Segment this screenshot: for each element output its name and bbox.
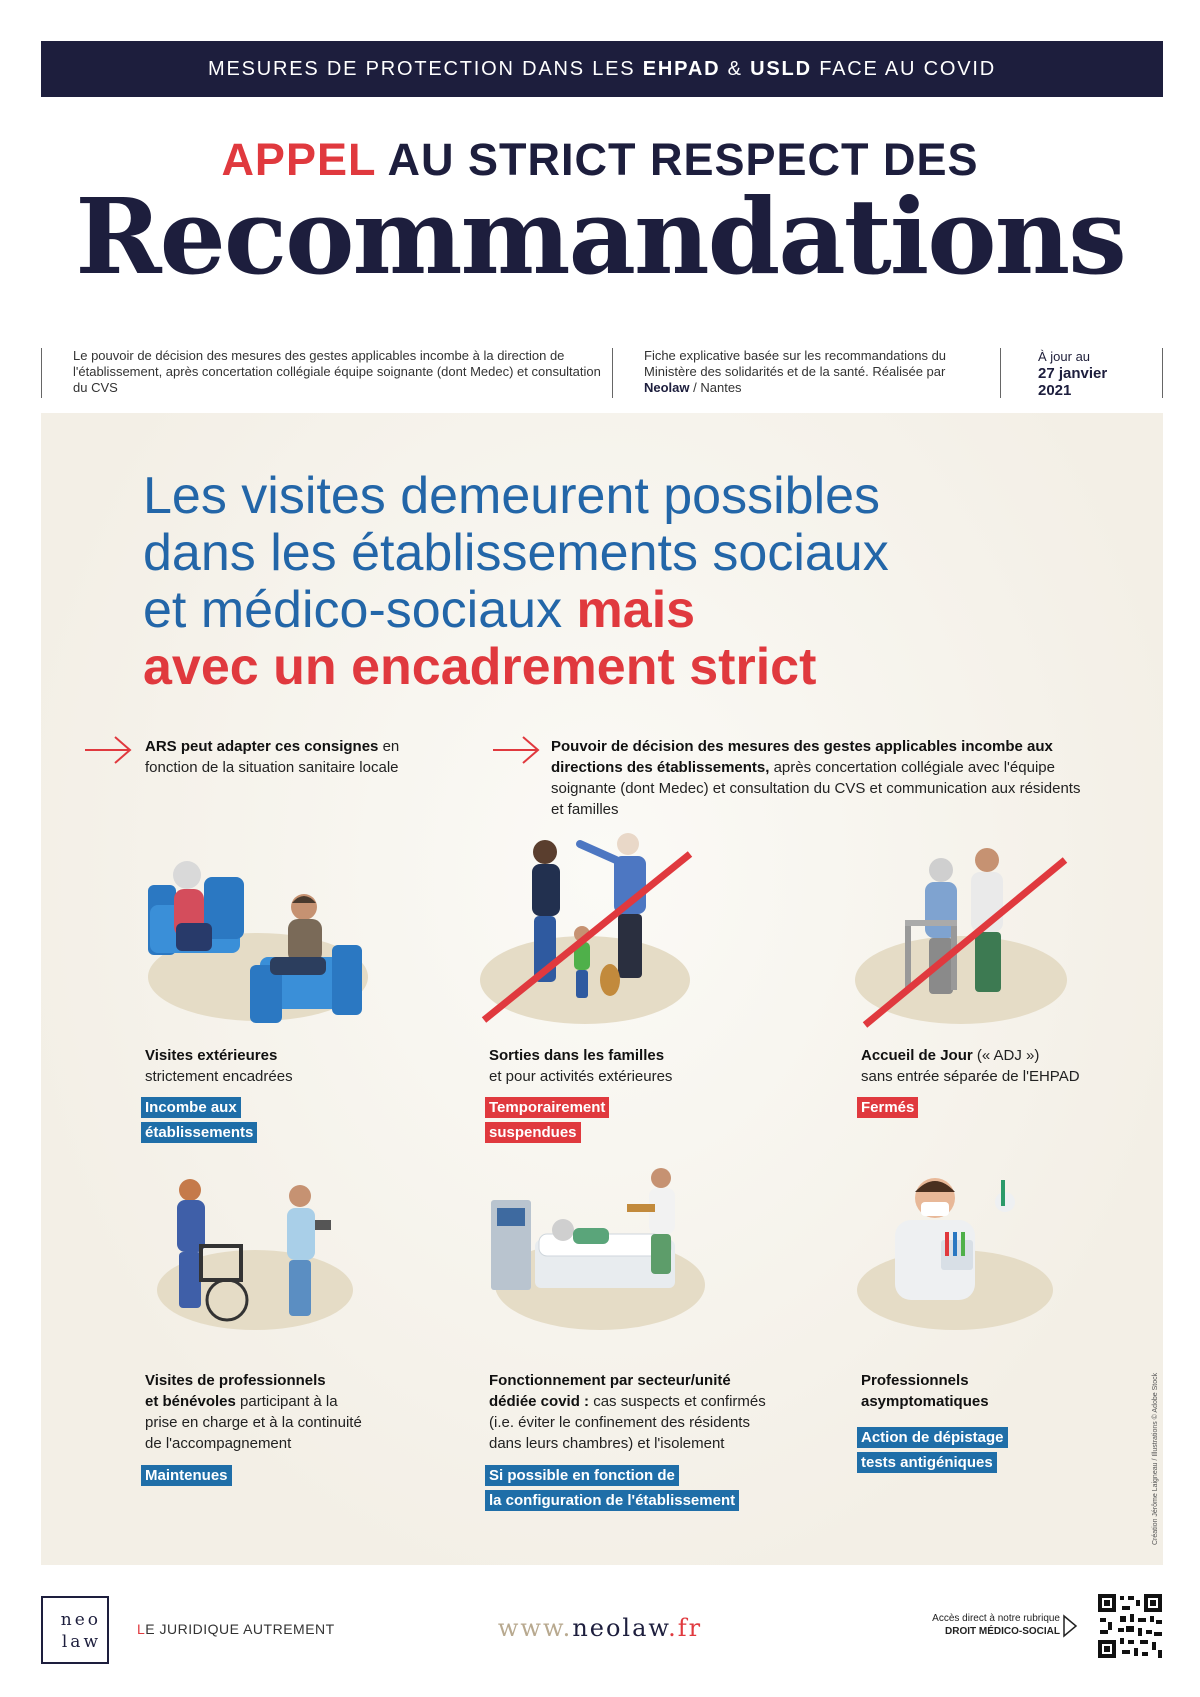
status-badge-si-possible: [485, 1465, 739, 1515]
logo-line-2: law: [61, 1632, 101, 1652]
badge-2-line-1: Temporairement: [485, 1097, 609, 1118]
caption-sorties: [489, 1045, 789, 1087]
day-care-illustration: [855, 840, 1080, 1035]
badge-2-line-2: suspendues: [485, 1122, 581, 1143]
badge-6-line-1: Action de dépistage: [857, 1427, 1008, 1448]
slogan-l: L: [137, 1621, 146, 1637]
info-made-by: Réalisée par: [872, 364, 946, 379]
date-label: À jour au: [1038, 349, 1091, 364]
banner-text-b: FACE AU COVID: [819, 57, 996, 80]
qr-code-icon[interactable]: [1096, 1592, 1164, 1660]
caption-6-bold-2: asymptomatiques: [861, 1393, 989, 1410]
info-source-text: Fiche explicative basée sur les recommandations du Ministère des solidarités et de la santé.: [644, 348, 947, 379]
caption-5-text-3: dans leurs chambres) et l'isolement: [489, 1435, 725, 1452]
banner-usld: USLD: [750, 57, 812, 80]
family-outing-illustration: [480, 830, 700, 1035]
caption-5-bold-2: dédiée covid :: [489, 1393, 590, 1410]
title-red-word: APPEL: [221, 134, 376, 185]
banner-text-a: MESURES DE PROTECTION DANS LES: [208, 57, 636, 80]
acces-rubrique: [870, 1612, 1060, 1638]
caption-5-text-1: cas suspects et confirmés: [593, 1393, 766, 1410]
arrow-right-icon: [491, 735, 541, 765]
play-arrow-icon: [1062, 1614, 1078, 1638]
slogan-e: E: [145, 1621, 156, 1637]
date-value: 27 janvier: [1038, 365, 1108, 382]
caption-3-adj: (« ADJ »): [976, 1047, 1040, 1064]
caption-4-text-3: de l'accompagnement: [145, 1435, 292, 1452]
bullet-decision: [551, 736, 1091, 820]
caption-secteur-covid: [489, 1370, 819, 1454]
caption-3-bold: Accueil de Jour: [861, 1047, 973, 1064]
badge-3-line-1: Fermés: [857, 1097, 918, 1118]
antigen-testing-illustration: [855, 1170, 1065, 1340]
date-year: 2021: [1038, 382, 1072, 399]
logo-line-1: neo: [60, 1610, 101, 1630]
banner-ehpad: EHPAD: [642, 57, 721, 80]
hospital-bed-illustration: [485, 1160, 715, 1340]
status-badge-incombe: [141, 1097, 257, 1147]
caption-accueil-jour: [861, 1045, 1161, 1087]
caption-4-text-2: prise en charge et à la continuité: [145, 1414, 362, 1431]
info-org: Neolaw: [644, 380, 690, 395]
bullet-ars: [145, 736, 435, 778]
caption-professionnels-asymptomatiques: [861, 1370, 1141, 1412]
caption-2-bold: Sorties dans les familles: [489, 1047, 665, 1064]
arrow-right-icon: [83, 735, 133, 765]
site-name: neolaw: [572, 1614, 669, 1642]
status-badge-maintenues: [141, 1465, 232, 1490]
info-city: / Nantes: [693, 380, 742, 395]
headline-line-2: dans les établissements sociaux: [143, 524, 889, 582]
headline-mais: mais: [576, 581, 696, 639]
bullet-decision-text: après concertation collégiale avec l'équipe soignante (dont Medec) et consultation du CVS et communication aux résidents et familles: [551, 759, 1081, 818]
headline-line-1: Les visites demeurent possibles: [143, 467, 881, 525]
info-col-decision: [41, 348, 601, 396]
banner-amp: &: [727, 57, 743, 80]
acces-line-2: DROIT MÉDICO-SOCIAL: [945, 1626, 1060, 1637]
caption-4-bold-2: et bénévoles: [145, 1393, 236, 1410]
bullet-ars-bold: ARS peut adapter ces consignes: [145, 738, 379, 755]
badge-5-line-1: Si possible en fonction de: [485, 1465, 679, 1486]
site-tld: .fr: [668, 1614, 703, 1642]
title-rest: AU STRICT RESPECT DES: [387, 134, 979, 185]
acces-line-1: Accès direct à notre rubrique: [932, 1613, 1060, 1624]
top-banner: [41, 41, 1163, 97]
caption-4-bold-1: Visites de professionnels: [145, 1372, 326, 1389]
caption-5-text-2: (i.e. éviter le confinement des résidents: [489, 1414, 750, 1431]
caption-visites-exterieures: [145, 1045, 425, 1087]
status-badge-depistage: [857, 1427, 1008, 1477]
slogan-rest: JURIDIQUE AUTREMENT: [159, 1621, 335, 1637]
bullet-decision-bold: Pouvoir de décision des mesures des gestes applicables incombe aux directions des établissements,: [551, 738, 1053, 776]
info-decision-text: Le pouvoir de décision des mesures des gestes applicables incombe à la direction de l'établissement, après concertation collégiale équipe soignante (dont Medec) et consultation du CVS: [73, 348, 601, 395]
info-date: [1000, 348, 1163, 399]
badge-1-line-1: Incombe aux: [141, 1097, 241, 1118]
status-badge-fermes: [857, 1097, 918, 1122]
headline-line-4: avec un encadrement strict: [143, 638, 817, 696]
badge-6-line-2: tests antigéniques: [857, 1452, 997, 1473]
badge-5-line-2: la configuration de l'établissement: [485, 1490, 739, 1511]
caption-1-text: strictement encadrées: [145, 1068, 293, 1085]
site-www: www.: [497, 1614, 573, 1642]
illustration-credit: Création Jérôme Laigneau / Illustrations © Adobe Stock: [1152, 1372, 1159, 1545]
headline: [143, 468, 889, 696]
page-title: Recommandations: [75, 175, 1125, 298]
info-col-source: [612, 348, 982, 396]
status-badge-suspendues: [485, 1097, 609, 1147]
caption-5-bold-1: Fonctionnement par secteur/unité: [489, 1372, 731, 1389]
visits-armchairs-illustration: [140, 845, 380, 1035]
bullet-ars-text: en fonction de la situation sanitaire locale: [145, 738, 400, 776]
caption-2-text: et pour activités extérieures: [489, 1068, 673, 1085]
badge-1-line-2: établissements: [141, 1122, 257, 1143]
caption-1-bold: Visites extérieures: [145, 1047, 278, 1064]
professionals-wheelchair-illustration: [155, 1170, 355, 1340]
badge-4-line-1: Maintenues: [141, 1465, 232, 1486]
headline-line-3: et médico-sociaux: [143, 581, 563, 639]
caption-3-text: sans entrée séparée de l'EHPAD: [861, 1068, 1080, 1085]
caption-visites-professionnels: [145, 1370, 445, 1454]
caption-4-text-1: participant à la: [240, 1393, 338, 1410]
caption-6-bold-1: Professionnels: [861, 1372, 969, 1389]
